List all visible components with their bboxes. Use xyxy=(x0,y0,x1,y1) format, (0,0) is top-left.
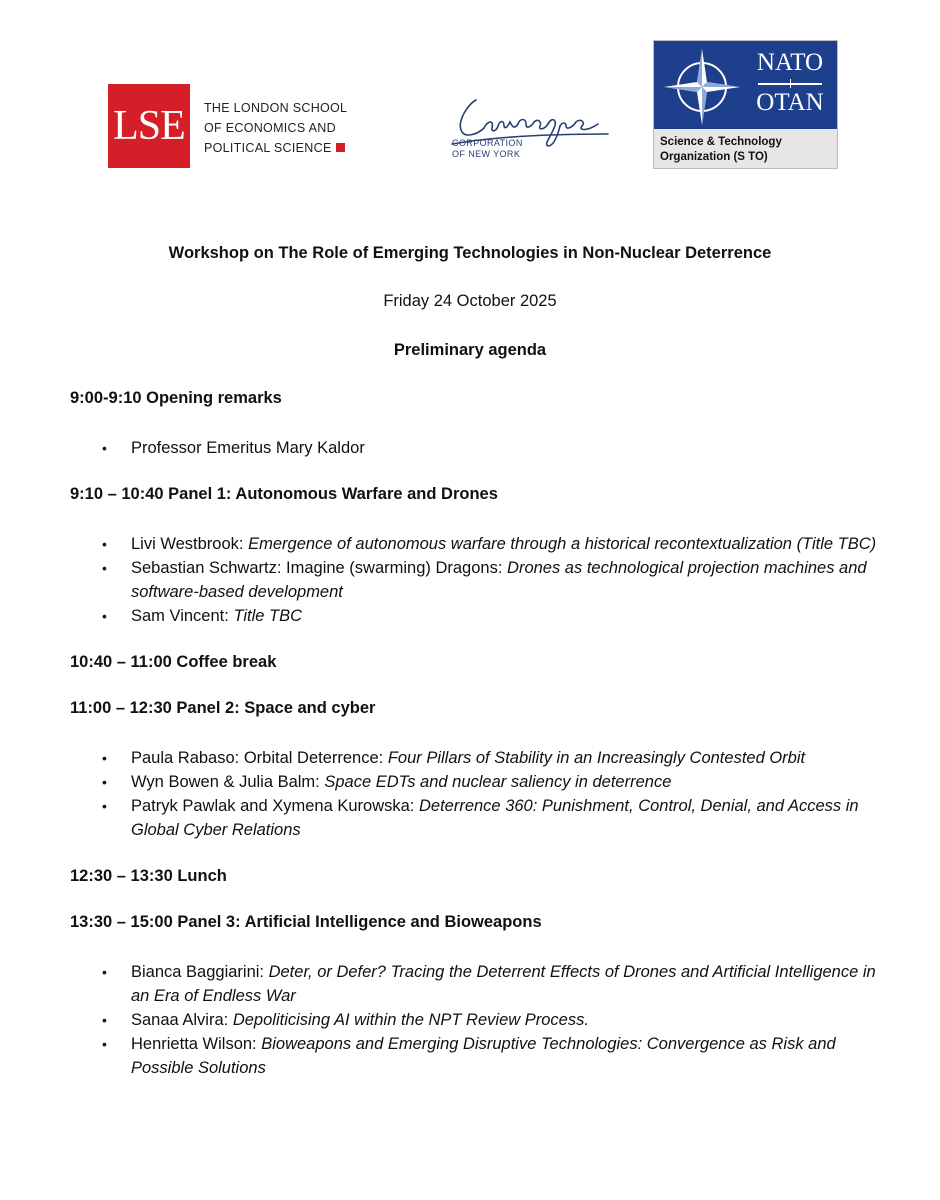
agenda-slot xyxy=(70,696,890,842)
talk-item xyxy=(70,532,890,556)
carnegie-logo-subtext xyxy=(452,138,562,160)
agenda-list xyxy=(70,386,890,1102)
nato-compass-star-icon xyxy=(660,45,744,129)
carnegie-sub-line1: CORPORATION xyxy=(452,138,523,148)
bullet-icon: • xyxy=(102,964,107,980)
talk-item xyxy=(70,1008,890,1032)
talk-speaker: Sam Vincent: xyxy=(131,607,229,625)
talk-list xyxy=(70,532,890,628)
bullet-icon: • xyxy=(102,1012,107,1028)
bullet-icon: • xyxy=(102,560,107,576)
talk-speaker: Paula Rabaso: xyxy=(131,749,240,767)
talk-item xyxy=(70,746,890,770)
bullet-icon: • xyxy=(102,440,107,456)
talk-item xyxy=(70,1032,890,1080)
event-date: Friday 24 October 2025 xyxy=(383,292,557,310)
talk-title: Four Pillars of Stability in an Increasingly Contested Orbit xyxy=(387,749,806,767)
page-title: Workshop on The Role of Emerging Technologies in Non-Nuclear Deterrence xyxy=(168,244,772,262)
talk-speaker: Sanaa Alvira: xyxy=(131,1011,229,1029)
talk-speaker: Henrietta Wilson: xyxy=(131,1035,257,1053)
talk-speaker: Livi Westbrook: xyxy=(131,535,244,553)
talk-speaker: Bianca Baggiarini: xyxy=(131,963,264,981)
agenda-slot-heading: 9:10 – 10:40 Panel 1: Autonomous Warfare and Drones xyxy=(70,485,498,503)
bullet-icon: • xyxy=(102,608,107,624)
talk-speaker: Patryk Pawlak and Xymena Kurowska: xyxy=(131,797,415,815)
agenda-slot-heading: 9:00-9:10 Opening remarks xyxy=(70,389,282,407)
talk-list xyxy=(70,436,890,460)
sto-line1: Science & Technology xyxy=(660,136,782,148)
talk-title: Drones as technological projection machines and software-based development xyxy=(131,559,867,601)
talk-title: Depoliticising AI within the NPT Review Process. xyxy=(232,1011,589,1029)
talk-title: Emergence of autonomous warfare through a historical recontextualization (Title TBC) xyxy=(248,535,877,553)
talk-speaker: Sebastian Schwartz: xyxy=(131,559,282,577)
otan-word: OTAN xyxy=(756,89,824,116)
carnegie-sub-line2: OF NEW YORK xyxy=(452,149,521,159)
lse-square-icon xyxy=(336,143,345,152)
lse-name-line2: OF ECONOMICS AND xyxy=(204,121,336,135)
agenda-subtitle: Preliminary agenda xyxy=(393,341,547,359)
agenda-slot xyxy=(70,910,890,1080)
nato-divider-tick xyxy=(790,79,792,88)
lse-name-line3: POLITICAL SCIENCE xyxy=(204,141,332,155)
agenda-slot-heading: 13:30 – 15:00 Panel 3: Artificial Intelligence and Bioweapons xyxy=(70,913,542,931)
talk-lead: Orbital Deterrence: xyxy=(243,749,384,767)
talk-lead: Imagine (swarming) Dragons: xyxy=(286,559,503,577)
talk-item xyxy=(70,556,890,604)
bullet-icon: • xyxy=(102,750,107,766)
bullet-icon: • xyxy=(102,1036,107,1052)
lse-logo-mark: LSE xyxy=(108,84,190,168)
sto-label xyxy=(660,135,830,165)
talk-speaker: Wyn Bowen & Julia Balm: xyxy=(131,773,320,791)
talk-list xyxy=(70,960,890,1080)
talk-item xyxy=(70,436,890,460)
talk-title: Deterrence 360: Punishment, Control, Denial, and Access in Global Cyber Relations xyxy=(131,797,859,839)
agenda-slot-heading: 12:30 – 13:30 Lunch xyxy=(70,867,227,885)
talk-item xyxy=(70,770,890,794)
talk-list xyxy=(70,746,890,842)
talk-title: Space EDTs and nuclear saliency in deterrence xyxy=(324,773,672,791)
agenda-slot xyxy=(70,386,890,460)
lse-logo-name xyxy=(204,98,347,158)
agenda-slot xyxy=(70,864,890,888)
agenda-slot xyxy=(70,650,890,674)
lse-name-line1: THE LONDON SCHOOL xyxy=(204,101,348,115)
talk-title: Title TBC xyxy=(233,607,303,625)
talk-item xyxy=(70,794,890,842)
talk-item xyxy=(70,604,890,628)
sto-line2: Organization (S TO) xyxy=(660,151,768,163)
lse-name-line3-wrap xyxy=(204,138,347,158)
talk-speaker: Professor Emeritus Mary Kaldor xyxy=(131,439,365,457)
talk-item xyxy=(70,960,890,1008)
agenda-slot-heading: 11:00 – 12:30 Panel 2: Space and cyber xyxy=(70,699,376,717)
bullet-icon: • xyxy=(102,774,107,790)
nato-sto-logo xyxy=(653,40,838,169)
talk-title: Bioweapons and Emerging Disruptive Technologies: Convergence as Risk and Possible Solutions xyxy=(131,1035,836,1077)
agenda-slot xyxy=(70,482,890,628)
agenda-slot-heading: 10:40 – 11:00 Coffee break xyxy=(70,653,277,671)
carnegie-signature-logo xyxy=(448,86,618,176)
nato-logo-band xyxy=(654,41,837,129)
bullet-icon: • xyxy=(102,536,107,552)
talk-title: Deter, or Defer? Tracing the Deterrent Effects of Drones and Artificial Intelligence in an Era of Endless War xyxy=(131,963,876,1005)
bullet-icon: • xyxy=(102,798,107,814)
nato-word: NATO xyxy=(756,49,824,76)
